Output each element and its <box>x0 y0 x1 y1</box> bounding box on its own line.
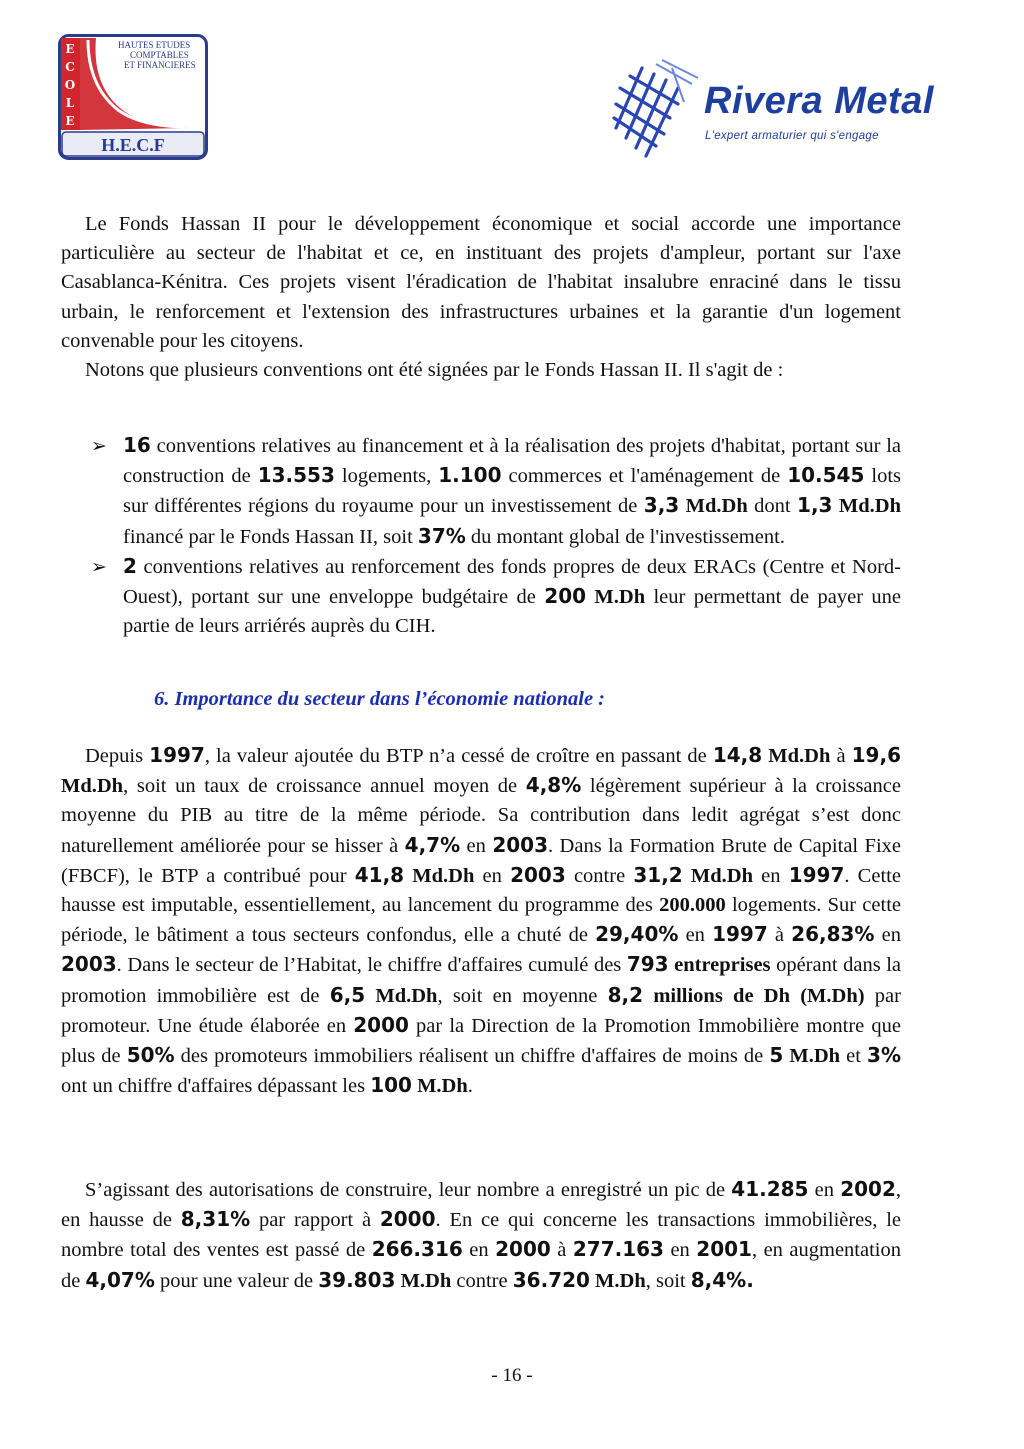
inline-text: M.Dh <box>411 1075 468 1098</box>
inline-text: 1997 <box>149 743 205 767</box>
rivera-brand-name: Rivera Metal <box>704 80 934 122</box>
figure: 3,3 <box>643 493 680 518</box>
inline-text: 8,2 <box>607 982 644 1007</box>
inline-text: contre <box>565 864 634 887</box>
inline-text: à <box>550 1239 573 1262</box>
paragraph-conventions-intro: Notons que plusieurs conventions ont été signées par le Fonds Hassan II. Il s'agit de : <box>85 359 784 382</box>
figure: 1.100 <box>438 463 502 488</box>
inline-text: 41,8 <box>354 862 405 887</box>
btp-section <box>61 741 901 1101</box>
hecf-tagline-line1: HAUTES ETUDES <box>118 40 191 50</box>
inline-text: 19,6 <box>851 743 901 767</box>
inline-text: en <box>808 1179 841 1201</box>
inline-text: Depuis <box>85 745 150 767</box>
conventions-list-section <box>61 431 901 641</box>
inline-text: en <box>460 834 493 857</box>
inline-text: 50% <box>126 1043 175 1068</box>
page-number: - 16 - <box>491 1365 533 1386</box>
inline-text: ont un chiffre d'affaires dépassant les <box>61 1075 371 1098</box>
figure: 13.553 <box>257 463 335 488</box>
inline-text: opérant dans la promotion immobilière est de <box>61 954 902 1007</box>
text: du montant global de l'investissement. <box>465 525 785 548</box>
hecf-letter-e2: E <box>65 114 75 128</box>
inline-text: 2000 <box>495 1237 551 1262</box>
text: logements, <box>334 465 439 488</box>
inline-text: . Dans le secteur de l’Habitat, le chiffre d'affaires cumulé des <box>116 954 627 977</box>
inline-text: en <box>474 864 511 887</box>
hecf-letter-l: L <box>65 96 75 110</box>
inline-text: 2000 <box>379 1207 436 1232</box>
inline-text: en <box>663 1239 697 1262</box>
inline-text: M.Dh <box>589 1269 646 1292</box>
list-item <box>61 552 901 642</box>
inline-text: 2003 <box>510 862 566 887</box>
inline-text: , en augmentation de <box>61 1239 901 1292</box>
inline-text: 2003 <box>61 952 117 977</box>
inline-text: millions de Dh (M.Dh) <box>643 984 865 1007</box>
inline-text: Md.Dh <box>762 745 831 767</box>
inline-text: 41.285 <box>731 1177 809 1201</box>
inline-text: S’agissant des autorisations de construire, leur nombre a enregistré un pic de <box>85 1179 732 1201</box>
hecf-letter-e1: E <box>65 42 75 56</box>
inline-text: 39.803 <box>318 1267 396 1292</box>
text: conventions relatives au renforcement des fonds propres de deux ERACs (Centre et Nord-Ouest), portant sur une enveloppe budgétaire de <box>123 555 901 609</box>
inline-text: Md.Dh <box>682 864 753 887</box>
paragraph-fonds-hassan: Le Fonds Hassan II pour le développement économique et social accorde une importance particulière au secteur de l'habitat et ce, en instituant des projets d'ampleur, portant sur l'axe Casablanca-Kénitra. Ces projets visent l'éradication de l'habitat insalubre enraciné dans le tissu urbain, le renforcement et l'extension des infrastructures urbaines et la garantie d'un logement convenable pour les citoyens. <box>61 213 901 352</box>
intro-section <box>61 210 901 385</box>
inline-text: 4,07% <box>85 1267 155 1292</box>
text: dont <box>747 495 798 518</box>
inline-text: 200.000 <box>659 894 726 917</box>
inline-text: 36.720 <box>512 1267 590 1292</box>
text: lots sur différentes régions du royaume pour un investissement de <box>123 465 901 518</box>
inline-text: 2001 <box>696 1237 752 1262</box>
figure: 1,3 <box>797 493 833 518</box>
inline-text: 2002 <box>840 1177 896 1201</box>
unit: M.Dh <box>586 586 646 609</box>
unit: Md.Dh <box>832 495 901 518</box>
figure: 37% <box>417 523 466 548</box>
inline-text: 266.316 <box>371 1237 463 1262</box>
inline-text: 31,2 <box>633 862 683 887</box>
inline-text: . <box>467 1075 473 1098</box>
inline-text: par promoteur. Une étude élaborée en <box>61 984 901 1037</box>
inline-text: en <box>678 924 713 947</box>
inline-text: 1997 <box>788 862 845 887</box>
inline-text: Md.Dh <box>404 864 475 887</box>
inline-text: 6,5 <box>329 982 366 1007</box>
inline-text: . Cette hausse est imputable, essentiellement, au lancement du programme des <box>61 864 901 917</box>
inline-text: en <box>752 864 789 887</box>
inline-text: 277.163 <box>572 1237 664 1262</box>
inline-text: 2003 <box>492 832 548 857</box>
arrow-bullet-icon: ➢ <box>91 435 107 457</box>
inline-text: , en hausse de <box>61 1179 901 1232</box>
paragraph-btp-valeur-ajoutee <box>61 741 901 1101</box>
inline-text: à <box>767 924 792 947</box>
inline-text: légèrement supérieur à la croissance moyenne du PIB au titre de la même période. Sa contribution dans ledit agrégat s’est donc naturellement améliorée pour se hisser à <box>61 775 901 857</box>
rivera-metal-logo <box>612 58 934 162</box>
unit: Md.Dh <box>679 495 748 518</box>
inline-text: , soit un taux de croissance annuel moyen de <box>123 775 526 798</box>
inline-text: et <box>840 1045 868 1068</box>
inline-text: en <box>874 924 901 947</box>
text: leur permettant de payer une partie de leurs arriérés auprès du CIH. <box>123 586 901 638</box>
hecf-school-logo <box>58 34 208 160</box>
inline-text: 29,40% <box>595 922 679 947</box>
inline-text: 100 <box>370 1073 412 1098</box>
inline-text: 4,7% <box>404 832 461 857</box>
figure: 2 <box>123 553 137 578</box>
inline-text: 2000 <box>353 1012 409 1037</box>
inline-text: des promoteurs immobiliers réalisent un chiffre d'affaires de moins de <box>174 1045 770 1068</box>
rivera-mesh-icon <box>612 58 708 162</box>
arrow-bullet-icon: ➢ <box>91 555 107 578</box>
inline-text: 3% <box>867 1043 902 1068</box>
inline-text: 793 <box>626 952 669 977</box>
section-heading: 6. Importance du secteur dans l’économie nationale : <box>154 688 605 710</box>
inline-text: Md.Dh <box>61 775 124 798</box>
inline-text: en <box>462 1239 496 1262</box>
inline-text: par rapport à <box>250 1209 380 1232</box>
inline-text: 5 <box>769 1043 784 1068</box>
inline-text: , la valeur ajoutée du BTP n’a cessé de croître en passant de <box>204 745 713 767</box>
figure: 10.545 <box>787 463 865 488</box>
inline-text: . En ce qui concerne les transactions immobilières, le nombre total des ventes est passé de <box>61 1209 901 1262</box>
rivera-tagline: L'expert armaturier qui s'engage <box>705 130 879 142</box>
hecf-tagline-line2: COMPTABLES <box>130 50 189 60</box>
inline-text: 8,4%. <box>690 1267 754 1292</box>
inline-text: M.Dh <box>395 1269 452 1292</box>
hecf-letter-o: O <box>64 78 76 92</box>
inline-text: par la Direction de la Promotion Immobilière montre que plus de <box>61 1014 901 1068</box>
inline-text: . Dans la Formation Brute de Capital Fixe (FBCF), le BTP a contribué pour <box>61 834 901 887</box>
inline-text: Md.Dh <box>365 984 438 1007</box>
inline-text: pour une valeur de <box>154 1269 319 1292</box>
hecf-logo-label: H.E.C.F <box>101 135 165 155</box>
inline-text: contre <box>451 1269 513 1292</box>
inline-text: 14,8 <box>712 743 763 767</box>
text: financé par le Fonds Hassan II, soit <box>123 525 418 548</box>
inline-text: 1997 <box>712 922 768 947</box>
hecf-tagline-line3: ET FINANCIERES <box>124 60 196 70</box>
paragraph-autorisations-construire <box>61 1175 901 1296</box>
inline-text: 4,8% <box>525 773 582 798</box>
list-item <box>61 431 901 552</box>
inline-text: , soit <box>645 1269 691 1292</box>
autorisations-section <box>61 1175 901 1296</box>
inline-text: 8,31% <box>180 1207 251 1232</box>
hecf-letter-c: C <box>65 60 75 74</box>
inline-text: logements. Sur cette période, le bâtiment a tous secteurs confondus, elle a chuté de <box>61 894 901 947</box>
inline-text: , soit en moyenne <box>437 984 608 1007</box>
inline-text: M.Dh <box>783 1045 841 1068</box>
inline-text: entreprises <box>668 954 771 977</box>
figure: 200 <box>544 584 587 609</box>
text: conventions relatives au financement et à la réalisation des projets d'habitat, portant sur la construction de <box>123 435 901 488</box>
figure: 16 <box>123 433 151 457</box>
inline-text: 26,83% <box>791 922 875 947</box>
conventions-list <box>61 431 901 641</box>
inline-text: à <box>830 745 852 767</box>
text: commerces et l'aménagement de <box>501 465 788 488</box>
